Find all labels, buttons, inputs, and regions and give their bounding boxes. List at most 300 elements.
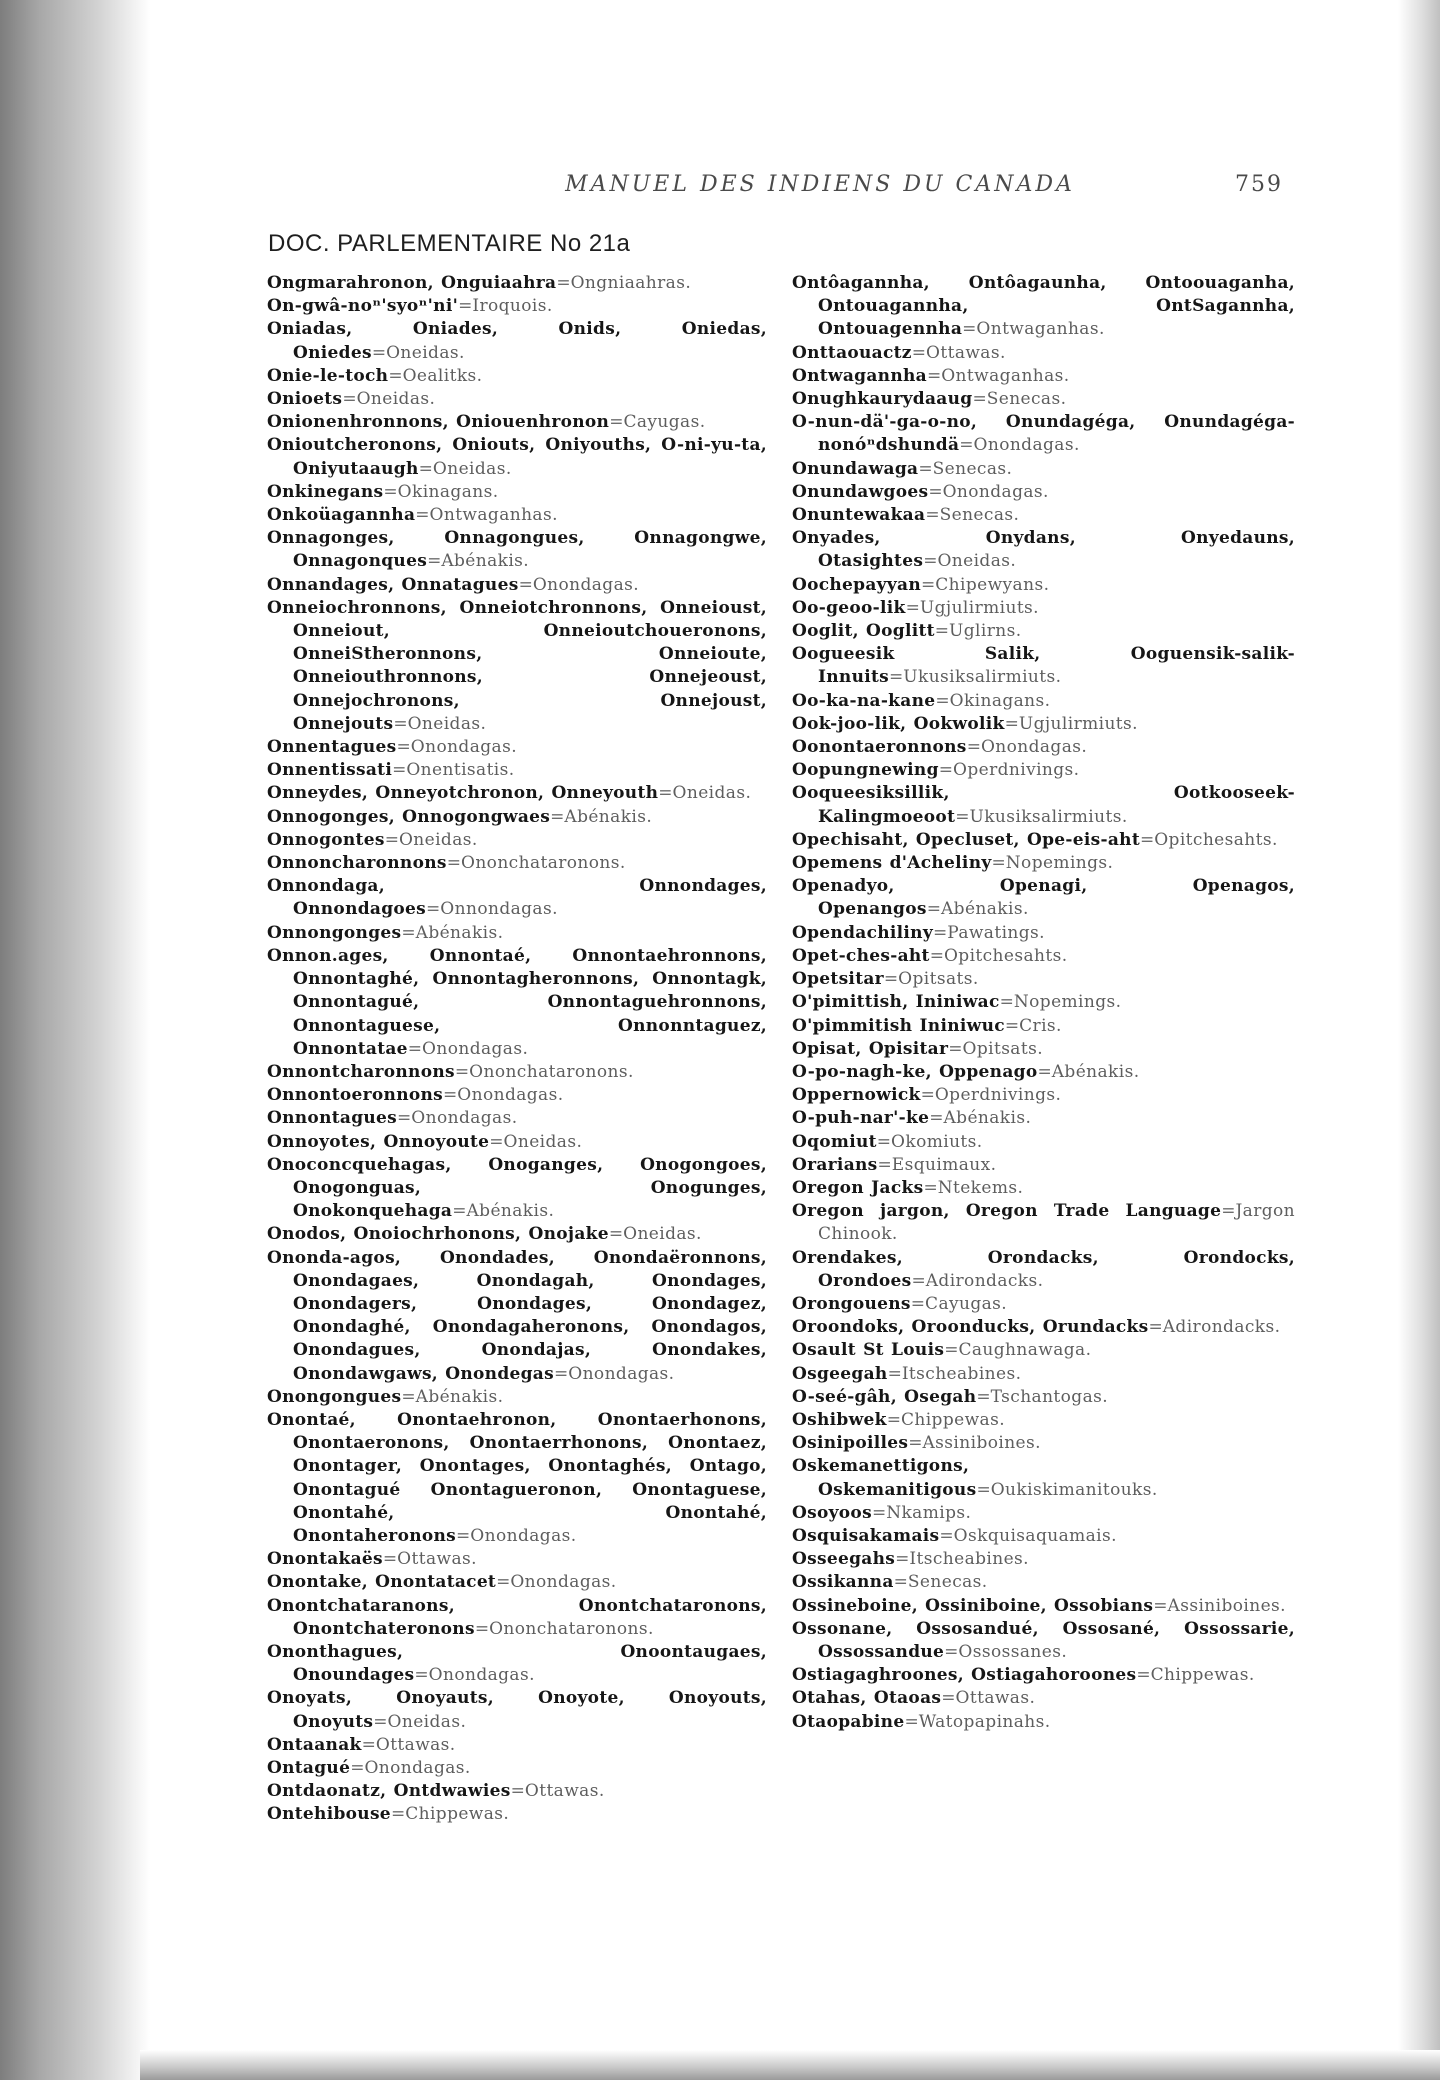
equals-sign: = [911, 342, 927, 363]
dictionary-entry [792, 1316, 1295, 1339]
equals-sign: = [556, 273, 571, 293]
entry-equivalent: Oskquisaquamais. [953, 1525, 1117, 1546]
page-number: 759 [1235, 172, 1283, 197]
entry-equivalent: Chippewas. [900, 1409, 1006, 1430]
entry-equivalent: Senecas. [986, 389, 1067, 410]
dictionary-entry [792, 1061, 1295, 1084]
equals-sign: = [923, 1177, 938, 1198]
dictionary-entry [267, 1687, 767, 1733]
entry-equivalent: Onondagas. [568, 1363, 675, 1384]
dictionary-entry [792, 1455, 1295, 1501]
equals-sign: = [554, 1363, 569, 1384]
left-column [267, 272, 767, 1827]
equals-sign: = [1148, 1317, 1163, 1338]
dictionary-entry [792, 342, 1295, 365]
entry-equivalent: Onondagas. [364, 1758, 471, 1778]
entry-equivalent: Ontwaganhas. [941, 365, 1070, 386]
entry-equivalent: Ugjulirmiuts. [919, 597, 1039, 618]
equals-sign: = [991, 853, 1006, 874]
equals-sign: = [889, 667, 904, 688]
equals-sign: = [955, 806, 970, 827]
equals-sign: = [518, 574, 533, 595]
equals-sign: = [904, 1711, 919, 1732]
entry-headword: Onnentissati [267, 760, 393, 781]
entry-equivalent: Cris. [1019, 1015, 1062, 1036]
entry-headword: Onnondaga, Onnondages, Onnondagoes [267, 876, 767, 920]
equals-sign: = [976, 1386, 991, 1407]
entry-equivalent: Onentisatis. [406, 760, 515, 781]
entry-equivalent: Pawatings. [947, 922, 1045, 943]
equals-sign: = [887, 1363, 902, 1384]
equals-sign: = [496, 1572, 511, 1593]
entry-headword: Onioutcheronons, Oniouts, Oniyouths, O-ni-yu-ta, Oniyutaaugh [267, 435, 767, 479]
entry-headword: Onnagonges, Onnagongues, Onnagongwe, Onnagonques [267, 528, 767, 572]
dictionary-entry [792, 365, 1295, 388]
equals-sign: = [454, 1061, 470, 1082]
equals-sign: = [972, 389, 987, 410]
entry-equivalent: Onondagas. [470, 1525, 577, 1546]
dictionary-entry [267, 782, 767, 805]
equals-sign: = [1139, 829, 1155, 850]
equals-sign: = [401, 1386, 416, 1407]
entry-headword: Onontchataranons, Onontchataronons, Onontchateronons [267, 1595, 767, 1639]
entry-equivalent: Opitchesahts. [1154, 829, 1278, 850]
entry-equivalent: Onondagas. [410, 737, 517, 758]
entry-equivalent: Ukusiksalirmiuts. [969, 806, 1128, 827]
dictionary-entry [792, 829, 1295, 852]
dictionary-entry [792, 1571, 1295, 1594]
entry-equivalent: Assiniboines. [1167, 1595, 1286, 1616]
equals-sign: = [396, 737, 411, 758]
entry-equivalent: Oneidas. [387, 1711, 467, 1732]
equals-sign: = [489, 1131, 504, 1152]
entry-headword: Oroondoks, Oroonducks, Orundacks [792, 1317, 1149, 1338]
entry-equivalent: Ottawas. [955, 1688, 1036, 1709]
entry-equivalent: Caughnawaga. [958, 1340, 1092, 1361]
entry-headword: Onontake, Onontatacet [267, 1572, 497, 1593]
equals-sign: = [373, 1711, 388, 1732]
equals-sign: = [929, 945, 944, 966]
equals-sign: = [938, 760, 954, 781]
entry-equivalent: Ottawas. [397, 1549, 477, 1570]
entry-headword: Ontôagannha, Ontôagaunha, Ontoouaganha, Ontouagannha, OntSagannha, Ontouagennha [792, 273, 1295, 340]
dictionary-entry [267, 1571, 767, 1594]
dictionary-entry [792, 1618, 1295, 1664]
entry-equivalent: Chippewas. [1150, 1665, 1255, 1686]
equals-sign: = [384, 829, 399, 850]
entry-equivalent: Ottawas. [926, 342, 1006, 363]
equals-sign: = [934, 621, 950, 642]
equals-sign: = [510, 1781, 525, 1802]
dictionary-entry [792, 1595, 1295, 1618]
dictionary-entry [792, 597, 1295, 620]
dictionary-entry [267, 1223, 767, 1246]
dictionary-entry [267, 597, 767, 736]
entry-headword: Onuntewakaa [792, 505, 926, 526]
entry-equivalent: Nopemings. [1005, 853, 1114, 874]
dictionary-entry [792, 1247, 1295, 1293]
dictionary-entry [792, 481, 1295, 504]
entry-equivalent: Oneidas. [432, 458, 512, 479]
equals-sign: = [1004, 713, 1019, 734]
equals-sign: = [427, 551, 442, 572]
dictionary-entry [792, 782, 1295, 828]
equals-sign: = [550, 806, 565, 827]
entry-equivalent: Watopapinahs. [918, 1711, 1051, 1732]
equals-sign: = [959, 435, 974, 456]
entry-equivalent: Okomiuts. [891, 1131, 983, 1152]
dictionary-entry [792, 945, 1295, 968]
entry-equivalent: Okinagans. [949, 690, 1051, 711]
entry-headword: Onionenhronnons, Oniouenhronon [267, 412, 610, 433]
entry-equivalent: Ukusiksalirmiuts. [903, 667, 1062, 688]
equals-sign: = [929, 1108, 944, 1129]
dictionary-entry [792, 991, 1295, 1014]
equals-sign: = [342, 389, 357, 410]
entry-equivalent: Opitsats. [898, 969, 979, 990]
dictionary-entry [792, 1687, 1295, 1710]
entry-equivalent: Jargon Chinook. [818, 1201, 1295, 1245]
equals-sign: = [388, 365, 403, 386]
entry-headword: O-seé-gâh, Osegah [792, 1386, 977, 1407]
dictionary-entry [792, 620, 1295, 643]
entry-headword: Onneiochronnons, Onneiotchronnons, Onneioust, Onneiout, Onneioutchoueronons, OnneiStheronnons, Onneioute, Onneiouthronnons, Onnejeoust, Onnejochronons, Onnejoust, Onnejouts [267, 597, 767, 734]
dictionary-entry [792, 1084, 1295, 1107]
dictionary-entry [792, 643, 1295, 689]
entry-headword: Ossikanna [792, 1572, 894, 1593]
dictionary-entry [792, 852, 1295, 875]
equals-sign: = [401, 922, 416, 943]
equals-sign: = [976, 1479, 991, 1500]
dictionary-entry [792, 1293, 1295, 1316]
entry-equivalent: Onondagas. [973, 435, 1080, 456]
entry-equivalent: Ottawas. [524, 1781, 605, 1802]
entry-headword: Onnontagues [267, 1108, 398, 1129]
entry-headword: Oochepayyan [792, 574, 922, 595]
entry-headword: Onongongues [267, 1386, 402, 1407]
dictionary-entry [792, 1502, 1295, 1525]
equals-sign: = [456, 1525, 471, 1546]
dictionary-entry [267, 318, 767, 364]
dictionary-entry [792, 1711, 1295, 1734]
entry-equivalent: Senecas. [907, 1572, 988, 1593]
entry-equivalent: Ottawas. [375, 1734, 456, 1755]
entry-headword: Osgeegah [792, 1363, 888, 1384]
equals-sign: = [371, 342, 387, 363]
entry-equivalent: Abénakis. [415, 1386, 504, 1407]
entry-headword: Osinipoilles [792, 1433, 909, 1454]
entry-headword: Ontwagannha [792, 365, 927, 386]
dictionary-entry [792, 759, 1295, 782]
entry-headword: Onundawaga [792, 458, 919, 479]
entry-equivalent: Abénakis. [466, 1201, 555, 1222]
equals-sign: = [418, 458, 433, 479]
document-label: DOC. PARLEMENTAIRE No 21a [268, 230, 631, 257]
entry-headword: Opendachiliny [792, 922, 933, 943]
equals-sign: = [926, 365, 942, 386]
entry-equivalent: Abénakis. [943, 1108, 1032, 1129]
equals-sign: = [886, 1409, 901, 1430]
dictionary-entry [267, 411, 767, 434]
equals-sign: = [926, 899, 941, 920]
dictionary-entry [267, 1757, 767, 1780]
dictionary-entry [267, 365, 767, 388]
equals-sign: = [893, 1572, 908, 1593]
entry-headword: Onodos, Onoiochrhonons, Onojake [267, 1224, 609, 1245]
entry-equivalent: Esquimaux. [891, 1154, 997, 1175]
entry-headword: O'pimmitish Ininiwuc [792, 1015, 1005, 1036]
equals-sign: = [658, 783, 673, 804]
entry-headword: Onnandages, Onnatagues [267, 574, 519, 595]
entry-equivalent: Onnondagas. [440, 899, 558, 920]
dictionary-entry [267, 434, 767, 480]
dictionary-entry [792, 1131, 1295, 1154]
entry-headword: Ook-joo-lik, Ookwolik [792, 713, 1005, 734]
entry-equivalent: Cayugas. [623, 412, 706, 433]
equals-sign: = [905, 597, 920, 618]
entry-equivalent: Ontwaganhas. [429, 505, 558, 526]
equals-sign: = [941, 1688, 956, 1709]
equals-sign: = [407, 1038, 423, 1059]
entry-headword: Onnontoeronnons [267, 1085, 444, 1106]
entry-headword: Ongmarahronon, Onguiaahra [267, 273, 557, 293]
entry-equivalent: Oneidas. [386, 342, 465, 363]
entry-equivalent: Oukiskimanitouks. [990, 1479, 1158, 1500]
dictionary-entry [267, 736, 767, 759]
equals-sign: = [1004, 1015, 1020, 1036]
entry-headword: Osseegahs [792, 1549, 896, 1570]
entry-headword: Ononthagues, Onoontaugaes, Onoundages [267, 1641, 767, 1686]
entry-headword: O-nun-dä'-ga-o-no, Onundagéga, Onundagéga-nonóⁿdshundä [792, 412, 1295, 456]
equals-sign: = [609, 412, 624, 433]
dictionary-entry [267, 388, 767, 411]
equals-sign: = [918, 458, 933, 479]
dictionary-entry [267, 1061, 767, 1084]
entry-equivalent: Assiniboines. [922, 1433, 1041, 1454]
equals-sign: = [876, 1131, 892, 1152]
entry-headword: Opetsitar [792, 969, 884, 990]
dictionary-entry [267, 1409, 767, 1548]
page-edge-bottom [140, 2050, 1440, 2080]
entry-headword: Opemens d'Acheliny [792, 853, 992, 874]
entry-equivalent: Oneidas. [356, 389, 436, 410]
entry-headword: On-gwâ-noⁿ'syoⁿ'ni' [267, 296, 459, 317]
dictionary-entry [267, 852, 767, 875]
equals-sign: = [921, 574, 936, 595]
entry-headword: Osquisakamais [792, 1525, 940, 1546]
equals-sign: = [948, 1038, 963, 1059]
entry-headword: Onnoncharonnons [267, 853, 447, 874]
equals-sign: = [608, 1224, 624, 1245]
equals-sign: = [911, 1270, 926, 1291]
entry-equivalent: Senecas. [939, 505, 1020, 526]
equals-sign: = [350, 1758, 365, 1778]
dictionary-entry [792, 1525, 1295, 1548]
entry-headword: Orendakes, Orondacks, Orondocks, Orondoes [792, 1247, 1295, 1291]
entry-headword: Onnogontes [267, 829, 385, 850]
entry-headword: Ontagué [267, 1758, 351, 1778]
entry-headword: Ooglit, Ooglitt [792, 621, 935, 642]
entry-equivalent: Chippewas. [405, 1804, 510, 1825]
dictionary-entry [267, 875, 767, 921]
dictionary-entry [267, 945, 767, 1061]
equals-sign: = [933, 922, 948, 943]
entry-headword: Oqomiut [792, 1131, 877, 1152]
entry-equivalent: Oneidas. [503, 1131, 583, 1152]
entry-headword: Oo-geoo-lik [792, 597, 906, 618]
dictionary-entry [267, 1803, 767, 1826]
entry-equivalent: Oealitks. [402, 365, 483, 386]
equals-sign: = [443, 1085, 458, 1106]
entry-headword: Ontehibouse [267, 1804, 391, 1825]
dictionary-entry [267, 922, 767, 945]
entry-equivalent: Onondagas. [428, 1665, 535, 1686]
entry-equivalent: Onondagas. [510, 1572, 617, 1593]
dictionary-entry [792, 1409, 1295, 1432]
entry-headword: Oogueesik Salik, Ooguensik-salik-Innuits [792, 644, 1295, 688]
equals-sign: = [1221, 1201, 1236, 1222]
entry-equivalent: Ononchataronons. [469, 1061, 634, 1082]
equals-sign: = [910, 1293, 926, 1314]
equals-sign: = [415, 505, 430, 526]
dictionary-entry [267, 1548, 767, 1571]
entry-headword: Orarians [792, 1154, 878, 1175]
entry-headword: Onttaouactz [792, 342, 912, 363]
entry-equivalent: Operdnivings. [953, 760, 1080, 781]
entry-equivalent: Ntekems. [937, 1177, 1024, 1198]
entry-headword: O-puh-nar'-ke [792, 1108, 930, 1129]
dictionary-entry [267, 829, 767, 852]
equals-sign: = [920, 1085, 935, 1106]
entry-equivalent: Abénakis. [941, 899, 1029, 920]
dictionary-entry [267, 295, 767, 318]
dictionary-entry [792, 1107, 1295, 1130]
entry-equivalent: Ononchataronons. [489, 1618, 654, 1639]
entry-equivalent: Ugjulirmiuts. [1018, 713, 1138, 734]
entry-equivalent: Ossossanes. [958, 1641, 1068, 1662]
entry-equivalent: Nkamips. [886, 1502, 972, 1523]
entry-equivalent: Uglirns. [949, 621, 1022, 642]
entry-equivalent: Cayugas. [925, 1293, 1008, 1314]
equals-sign: = [426, 899, 441, 920]
entry-equivalent: Itscheabines. [901, 1363, 1022, 1384]
dictionary-entry [792, 1200, 1295, 1246]
entry-headword: Ooqueesiksillik, Ootkooseek-Kalingmoeoot [792, 783, 1295, 827]
dictionary-entry [792, 527, 1295, 573]
entry-headword: Oregon jargon, Oregon Trade Language [792, 1201, 1222, 1222]
entry-headword: Oshibwek [792, 1409, 887, 1430]
entry-equivalent: Opitchesahts. [943, 945, 1068, 966]
entry-equivalent: Tschantogas. [990, 1386, 1109, 1407]
dictionary-entry [792, 1548, 1295, 1571]
equals-sign: = [939, 1525, 954, 1546]
entry-headword: Onontaé, Onontaehronon, Onontaerhonons, Onontaeronons, Onontaerrhonons, Onontaez, Onontager, Onontages, Onontaghés, Ontago, Onontagué Onontagueronon, Onontaguese, Onontahé, Onontahé, Onontaheronons [267, 1409, 767, 1546]
entry-equivalent: Abénakis. [441, 551, 530, 572]
entry-headword: Osoyoos [792, 1502, 872, 1523]
equals-sign: = [1037, 1061, 1052, 1082]
entry-headword: Osault St Louis [792, 1340, 945, 1361]
dictionary-entry [792, 574, 1295, 597]
entry-equivalent: Senecas. [932, 458, 1013, 479]
entry-headword: Oopungnewing [792, 760, 939, 781]
entry-equivalent: Ononchataronons. [461, 853, 626, 874]
entry-equivalent: Operdnivings. [934, 1085, 1062, 1106]
dictionary-entry [792, 690, 1295, 713]
equals-sign: = [1136, 1665, 1151, 1686]
entry-headword: Ontdaonatz, Ontdwawies [267, 1781, 511, 1802]
equals-sign: = [999, 992, 1014, 1013]
equals-sign: = [392, 760, 407, 781]
dictionary-entry [267, 272, 767, 295]
equals-sign: = [393, 713, 408, 734]
dictionary-entry [792, 1038, 1295, 1061]
entry-headword: Otaopabine [792, 1711, 905, 1732]
binding-shadow [0, 0, 150, 2080]
entry-headword: Oppernowick [792, 1085, 921, 1106]
entry-equivalent: Abénakis. [1051, 1061, 1140, 1082]
equals-sign: = [383, 481, 398, 502]
equals-sign: = [446, 853, 461, 874]
entry-headword: Onontakaës [267, 1549, 383, 1570]
dictionary-entry [792, 736, 1295, 759]
equals-sign: = [962, 319, 977, 340]
equals-sign: = [966, 737, 981, 758]
equals-sign: = [458, 296, 473, 317]
entry-equivalent: Onondagas. [532, 574, 640, 595]
equals-sign: = [925, 505, 940, 526]
dictionary-entry [792, 713, 1295, 736]
entry-headword: Onnon.ages, Onnontaé, Onnontaehronnons, Onnontaghé, Onnontagheronnons, Onnontagk, Onnontagué, Onnontaguehronnons, Onnontaguese, Onnonntaguez, Onnontatae [267, 945, 767, 1059]
dictionary-entry [267, 1780, 767, 1803]
entry-headword: Ossineboine, Ossiniboine, Ossobians [792, 1595, 1154, 1616]
dictionary-entry [267, 504, 767, 527]
entry-headword: Orongouens [792, 1293, 911, 1314]
entry-equivalent: Oneidas. [672, 783, 752, 804]
dictionary-entry [792, 968, 1295, 991]
equals-sign: = [452, 1201, 467, 1222]
entry-headword: Onkinegans [267, 481, 384, 502]
entry-headword: O-po-nagh-ke, Oppenago [792, 1061, 1038, 1082]
equals-sign: = [928, 481, 943, 502]
entry-equivalent: Iroquois. [472, 296, 553, 317]
entry-equivalent: Onondagas. [457, 1085, 564, 1106]
entry-headword: Onie-le-toch [267, 365, 389, 386]
equals-sign: = [895, 1549, 910, 1570]
dictionary-entry [267, 806, 767, 829]
entry-headword: Otahas, Otaoas [792, 1688, 942, 1709]
dictionary-entry [792, 875, 1295, 921]
entry-headword: Onnongonges [267, 922, 402, 943]
dictionary-entry [792, 1432, 1295, 1455]
equals-sign: = [883, 969, 899, 990]
entry-equivalent: Oneidas. [623, 1224, 702, 1245]
entry-headword: Opet-ches-aht [792, 945, 930, 966]
entry-equivalent: Onondagas. [942, 481, 1049, 502]
entry-equivalent: Abénakis. [415, 922, 504, 943]
dictionary-entry [267, 1154, 767, 1224]
dictionary-entry [267, 481, 767, 504]
entry-equivalent: Oneidas. [407, 713, 487, 734]
entry-equivalent: Opitsats. [962, 1038, 1044, 1059]
dictionary-entry [792, 922, 1295, 945]
equals-sign: = [923, 551, 938, 572]
entry-equivalent: Abénakis. [564, 806, 653, 827]
equals-sign: = [908, 1433, 923, 1454]
entry-headword: Onioets [267, 389, 343, 410]
dictionary-entry [267, 1107, 767, 1130]
entry-headword: Onnogonges, Onnogongwaes [267, 806, 551, 827]
entry-headword: Onkoüagannha [267, 505, 416, 526]
